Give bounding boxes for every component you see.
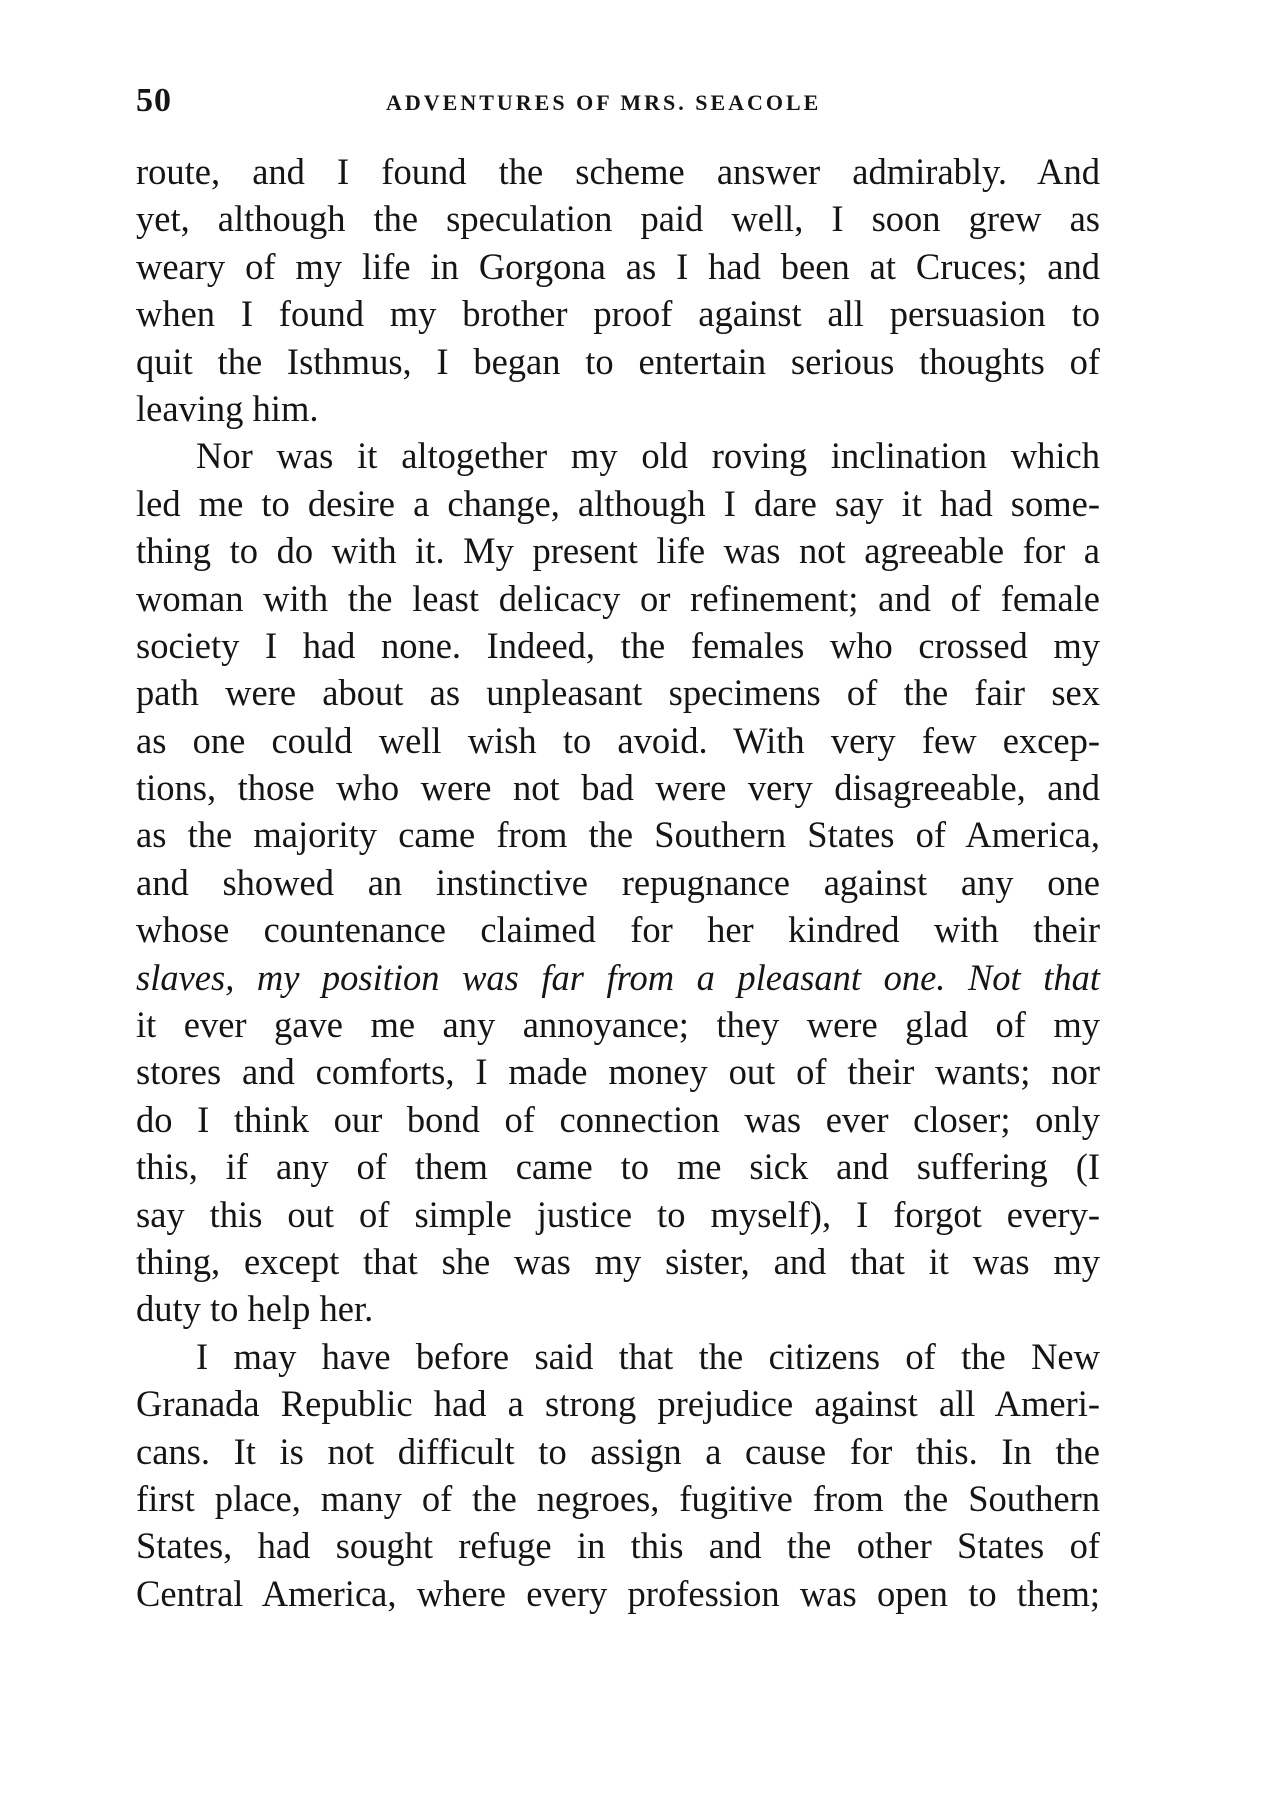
page-number: 50	[136, 82, 172, 119]
text-line: say this out of simple justice to myself), I forgot every-	[136, 1193, 1100, 1235]
text-line: duty to help her.	[136, 1288, 374, 1330]
text-line: whose countenance claimed for her kindred with their	[136, 909, 1100, 951]
text-line: tions, those who were not bad were very disagreeable, and	[136, 767, 1100, 809]
text-line: path were about as unpleasant specimens of the fair sex	[136, 672, 1100, 714]
text-line: stores and comforts, I made money out of their wants; nor	[136, 1051, 1100, 1093]
text-line: weary of my life in Gorgona as I had been at Cruces; and	[136, 245, 1100, 287]
text-line: woman with the least delicacy or refinement; and of female	[136, 577, 1100, 619]
text-line: States, had sought refuge in this and the other States of	[136, 1525, 1100, 1567]
text-line-mixed	[136, 954, 1100, 1001]
text-line: Granada Republic had a strong prejudice against all Ameri-	[136, 1383, 1100, 1425]
text-line: yet, although the speculation paid well, I soon grew as	[136, 198, 1100, 240]
text-line: thing to do with it. My present life was not agreeable for a	[136, 530, 1100, 572]
text-line: do I think our bond of connection was ever closer; only	[136, 1098, 1100, 1140]
text-line: and showed an instinctive repugnance against any one	[136, 861, 1100, 903]
text-line: I may have before said that the citizens of the New	[196, 1335, 1100, 1377]
text-line: when I found my brother proof against all persuasion to	[136, 293, 1100, 335]
italic-text: slaves, my position was far from a pleasant one.	[136, 956, 946, 998]
text-line: led me to desire a change, although I dare say it had some-	[136, 482, 1100, 524]
paragraph-1	[136, 148, 1100, 432]
text-line: quit the Isthmus, I began to entertain serious thoughts of	[136, 340, 1100, 382]
text-line: society I had none. Indeed, the females who crossed my	[136, 624, 1100, 666]
text-line: Central America, where every profession was open to them;	[136, 1572, 1100, 1614]
text-line: this, if any of them came to me sick and suffering (I	[136, 1146, 1100, 1188]
running-title: ADVENTURES OF MRS. SEACOLE	[386, 90, 822, 115]
text-line: as the majority came from the Southern States of America,	[136, 814, 1100, 856]
text-line: route, and I found the scheme answer admirably. And	[136, 151, 1100, 192]
text-line: first place, many of the negroes, fugitive from the Southern	[136, 1477, 1100, 1519]
text-line: leaving him.	[136, 387, 319, 429]
text-line: Nor was it altogether my old roving inclination which	[196, 435, 1100, 477]
italic-text: Not that	[967, 956, 1100, 998]
text-line: cans. It is not difficult to assign a cause for this. In the	[136, 1430, 1100, 1472]
text-line: thing, except that she was my sister, and that it was my	[136, 1240, 1100, 1282]
text-line: it ever gave me any annoyance; they were glad of my	[136, 1004, 1100, 1046]
paragraph-3	[136, 1333, 1100, 1617]
text-line: as one could well wish to avoid. With very few excep-	[136, 719, 1100, 761]
page-header	[136, 82, 1096, 132]
paragraph-2	[136, 432, 1100, 1332]
body-text	[136, 148, 1100, 1617]
